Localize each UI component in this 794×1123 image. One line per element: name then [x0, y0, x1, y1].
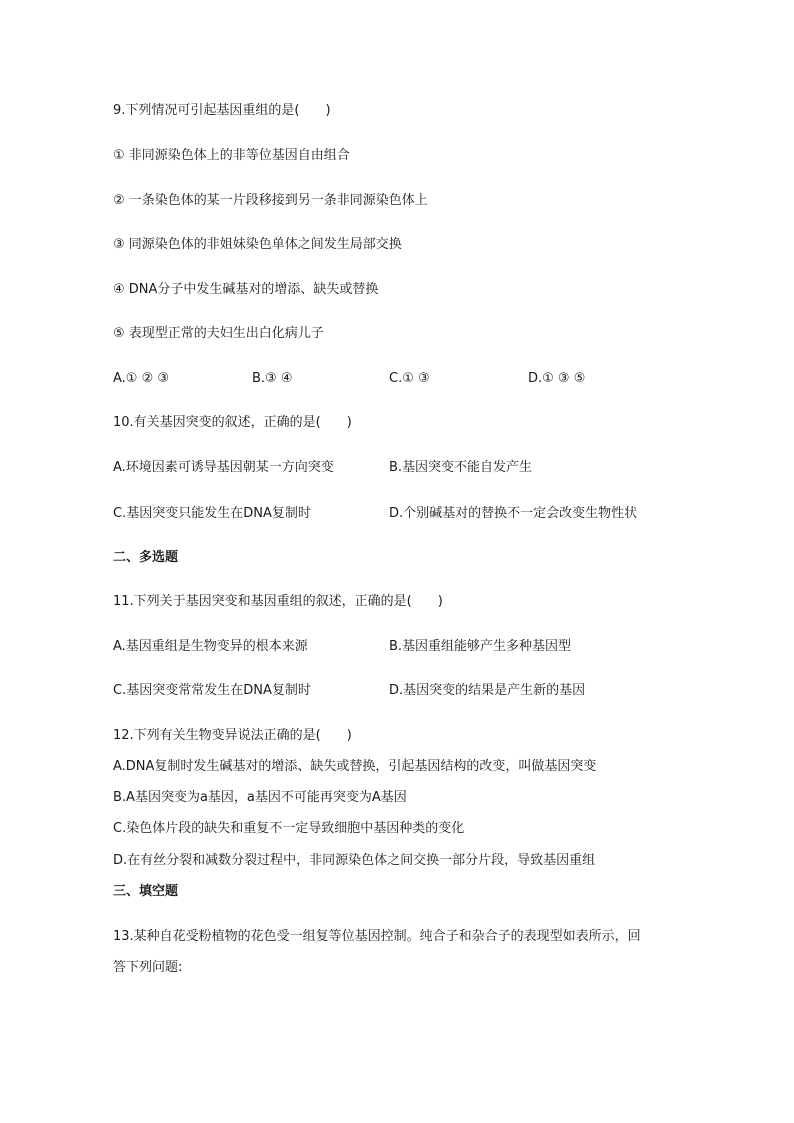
question-11-option-c: C.基因突变常常发生在DNA复制时	[113, 683, 311, 698]
question-12-option-c: C.染色体片段的缺失和重复不一定导致细胞中基因种类的变化	[113, 821, 465, 836]
question-12-option-d: D.在有丝分裂和减数分裂过程中，非同源染色体之间交换一部分片段，导致基因重组	[113, 853, 596, 868]
question-9-item-4: ④ DNA分子中发生碱基对的增添、缺失或替换	[113, 282, 379, 297]
question-12-stem: 12.下列有关生物变异说法正确的是( )	[113, 728, 352, 743]
section-heading-multiple-choice: 二、多选题	[113, 550, 179, 565]
question-11-option-b: B.基因重组能够产生多种基因型	[389, 639, 572, 654]
question-13-stem-line-2: 答下列问题:	[113, 960, 183, 975]
question-9-option-d: D.① ③ ⑤	[528, 371, 586, 386]
question-9-item-2: ② 一条染色体的某一片段移接到另一条非同源染色体上	[113, 193, 428, 208]
question-11-stem: 11.下列关于基因突变和基因重组的叙述，正确的是( )	[113, 594, 443, 609]
section-heading-fill-in: 三、填空题	[113, 884, 179, 899]
question-9-option-a: A.① ② ③	[113, 371, 170, 386]
question-9-option-b: B.③ ④	[252, 371, 293, 386]
question-10-option-d: D.个别碱基对的替换不一定会改变生物性状	[389, 506, 638, 521]
question-13-stem-line-1: 13.某种自花受粉植物的花色受一组复等位基因控制。纯合子和杂合子的表现型如表所示，回	[113, 929, 641, 944]
question-9-item-3: ③ 同源染色体的非姐妹染色单体之间发生局部交换	[113, 237, 402, 252]
question-12-option-b: B.A基因突变为a基因，a基因不可能再突变为A基因	[113, 790, 407, 805]
question-9-item-5: ⑤ 表现型正常的夫妇生出白化病儿子	[113, 326, 324, 341]
question-12-option-a: A.DNA复制时发生碱基对的增添、缺失或替换，引起基因结构的改变，叫做基因突变	[113, 759, 597, 774]
question-11-option-a: A.基因重组是生物变异的根本来源	[113, 639, 308, 654]
question-10-option-b: B.基因突变不能自发产生	[389, 460, 533, 475]
question-9-option-c: C.① ③	[389, 371, 430, 386]
question-10-stem: 10.有关基因突变的叙述，正确的是( )	[113, 415, 352, 430]
question-11-option-d: D.基因突变的结果是产生新的基因	[389, 683, 586, 698]
question-9-item-1: ① 非同源染色体上的非等位基因自由组合	[113, 148, 350, 163]
question-9-stem: 9.下列情况可引起基因重组的是( )	[113, 103, 331, 118]
question-10-option-a: A.环境因素可诱导基因朝某一方向突变	[113, 460, 334, 475]
question-10-option-c: C.基因突变只能发生在DNA复制时	[113, 506, 311, 521]
